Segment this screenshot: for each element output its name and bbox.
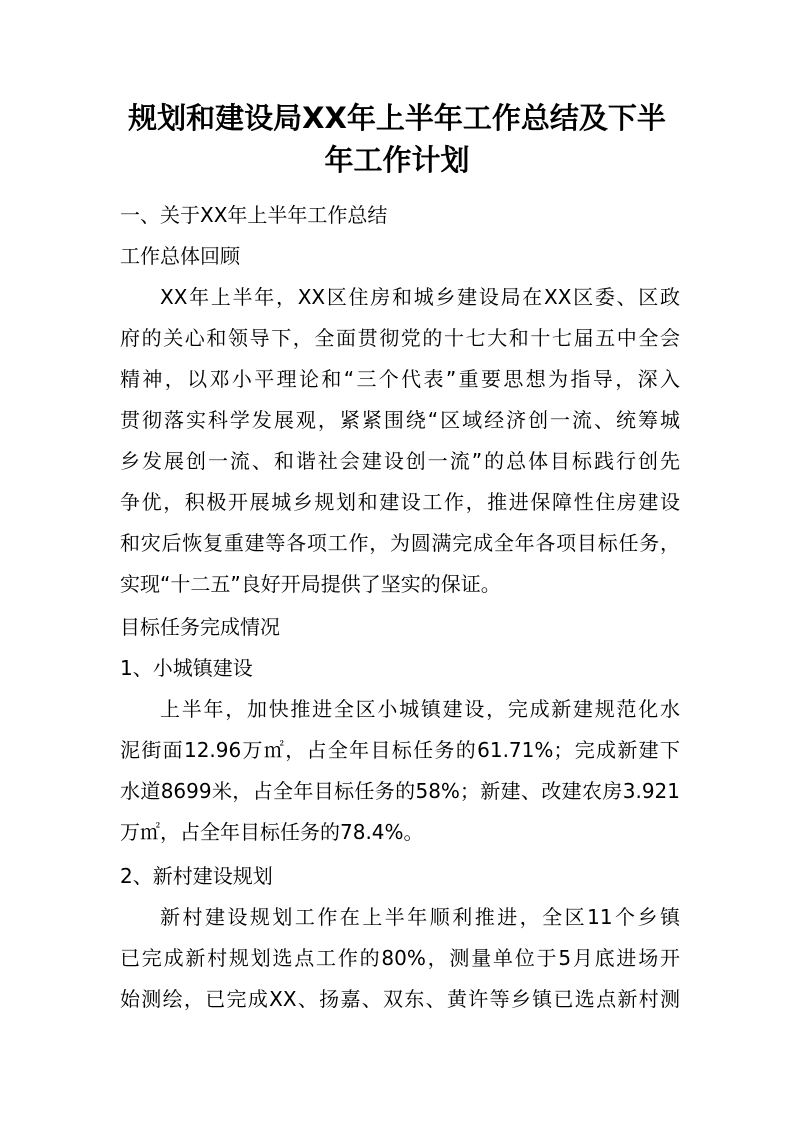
- subheading-overall-review: 工作总体回顾: [120, 244, 240, 268]
- subheading-target-tasks: 目标任务完成情况: [120, 615, 280, 639]
- review-paragraph-line: 贯彻落实科学发展观，紧紧围绕“区域经济创一流、统筹城: [120, 408, 680, 432]
- review-paragraph-line: XX年上半年，XX区住房和城乡建设局在XX区委、区政: [160, 285, 680, 309]
- review-paragraph-line: 实现“十二五”良好开局提供了坚实的保证。: [120, 572, 501, 596]
- small-town-paragraph-line: 上半年，加快推进全区小城镇建设，完成新建规范化水: [160, 697, 680, 721]
- review-paragraph-line: 精神，以邓小平理论和“三个代表”重要思想为指导，深入: [120, 367, 680, 391]
- review-paragraph-line: 乡发展创一流、和谐社会建设创一流”的总体目标践行创先: [120, 449, 680, 473]
- review-paragraph-line: 府的关心和领导下，全面贯彻党的十七大和十七届五中全会: [120, 326, 680, 350]
- item-heading-small-town: 1、小城镇建设: [120, 656, 253, 680]
- document-title-line-1: 规划和建设局XX年上半年工作总结及下半: [128, 101, 666, 135]
- new-village-paragraph-line: 始测绘，已完成XX、扬嘉、双东、黄许等乡镇已选点新村测: [120, 987, 680, 1011]
- new-village-paragraph-line: 已完成新村规划选点工作的80%，测量单位于5月底进场开: [120, 946, 680, 970]
- item-heading-new-village: 2、新村建设规划: [120, 864, 273, 888]
- small-town-paragraph-line: 水道8699米，占全年目标任务的58%；新建、改建农房3.921: [120, 779, 680, 803]
- review-paragraph-line: 争优，积极开展城乡规划和建设工作，推进保障性住房建设: [120, 490, 680, 514]
- review-paragraph-line: 和灾后恢复重建等各项工作，为圆满完成全年各项目标任务，: [120, 531, 680, 555]
- small-town-paragraph-line: 万㎡，占全年目标任务的78.4%。: [120, 820, 424, 844]
- new-village-paragraph-line: 新村建设规划工作在上半年顺利推进，全区11个乡镇: [160, 905, 680, 929]
- document-title-line-2: 年工作计划: [324, 143, 470, 177]
- section-heading-1: 一、关于XX年上半年工作总结: [120, 203, 388, 227]
- small-town-paragraph-line: 泥街面12.96万㎡，占全年目标任务的61.71%；完成新建下: [120, 738, 680, 762]
